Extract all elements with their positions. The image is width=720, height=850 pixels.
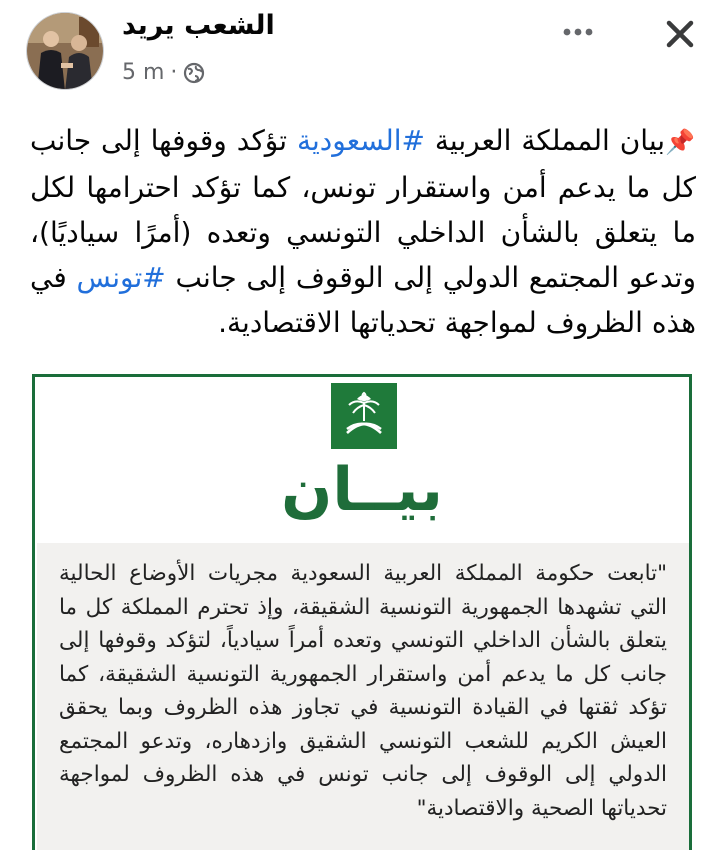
statement-box (37, 543, 689, 850)
avatar-photo-icon (27, 13, 104, 90)
saudi-emblem-icon (331, 383, 397, 449)
post-header (0, 0, 720, 110)
globe-icon[interactable] (183, 62, 205, 84)
hashtag-link-saudi[interactable]: #السعودية (296, 124, 425, 157)
statement-text: "تابعت حكومة المملكة العربية السعودية مجريات الأوضاع الحالية التي تشهدها الجمهورية التونسية الشقيقة، وإذ تحترم المملكة كل ما يتعلق بالشأن الداخلي التونسي وتعده أمراً سيادياً، لتؤكد وقوفها إلى جانب كل ما يدعم أمن واستقرار الجمهورية التونسية الشقيقة، كما تؤكد ثقتها في القيادة التونسية في تجاوز هذه الظروف وبما يحقق العيش الكريم للشعب التونسي الشقيق وازدهاره، وتدعو المجتمع الدولي إلى الوقوف إلى جانب تونس في هذه الظروف لمواجهة تحدياتها الصحية والاقتصادية" (59, 561, 667, 821)
pin-icon: 📌 (665, 128, 696, 156)
more-horizontal-icon (562, 27, 594, 37)
avatar[interactable] (26, 12, 104, 90)
post-time[interactable]: 5 m (122, 60, 165, 85)
post-image[interactable] (32, 374, 692, 850)
close-button[interactable] (658, 12, 702, 56)
post-text-part-3: في هذه الظروف لمواجهة تحدياتها الاقتصادية. (30, 261, 696, 339)
post-text-part-1: بيان المملكة العربية (424, 124, 666, 157)
close-icon (665, 19, 695, 49)
more-options-button[interactable] (560, 14, 596, 50)
post-text-part-2: تؤكد وقوفها إلى جانب كل ما يدعم أمن واستقرار تونس، كما تؤكد احترامها لكل ما يتعلق بالشأن الداخلي التونسي وتعده (أمرًا سياديًا)، وتدعو المجتمع الدولي إلى الوقوف إلى جانب (30, 124, 696, 294)
author-name[interactable]: الشعب يريد (122, 10, 275, 41)
statement-heading: بيــان (281, 455, 443, 525)
post-meta (122, 60, 205, 85)
post-text (30, 118, 696, 345)
hashtag-link-tunisia[interactable]: #تونس (76, 261, 166, 294)
meta-separator: · (170, 60, 178, 85)
